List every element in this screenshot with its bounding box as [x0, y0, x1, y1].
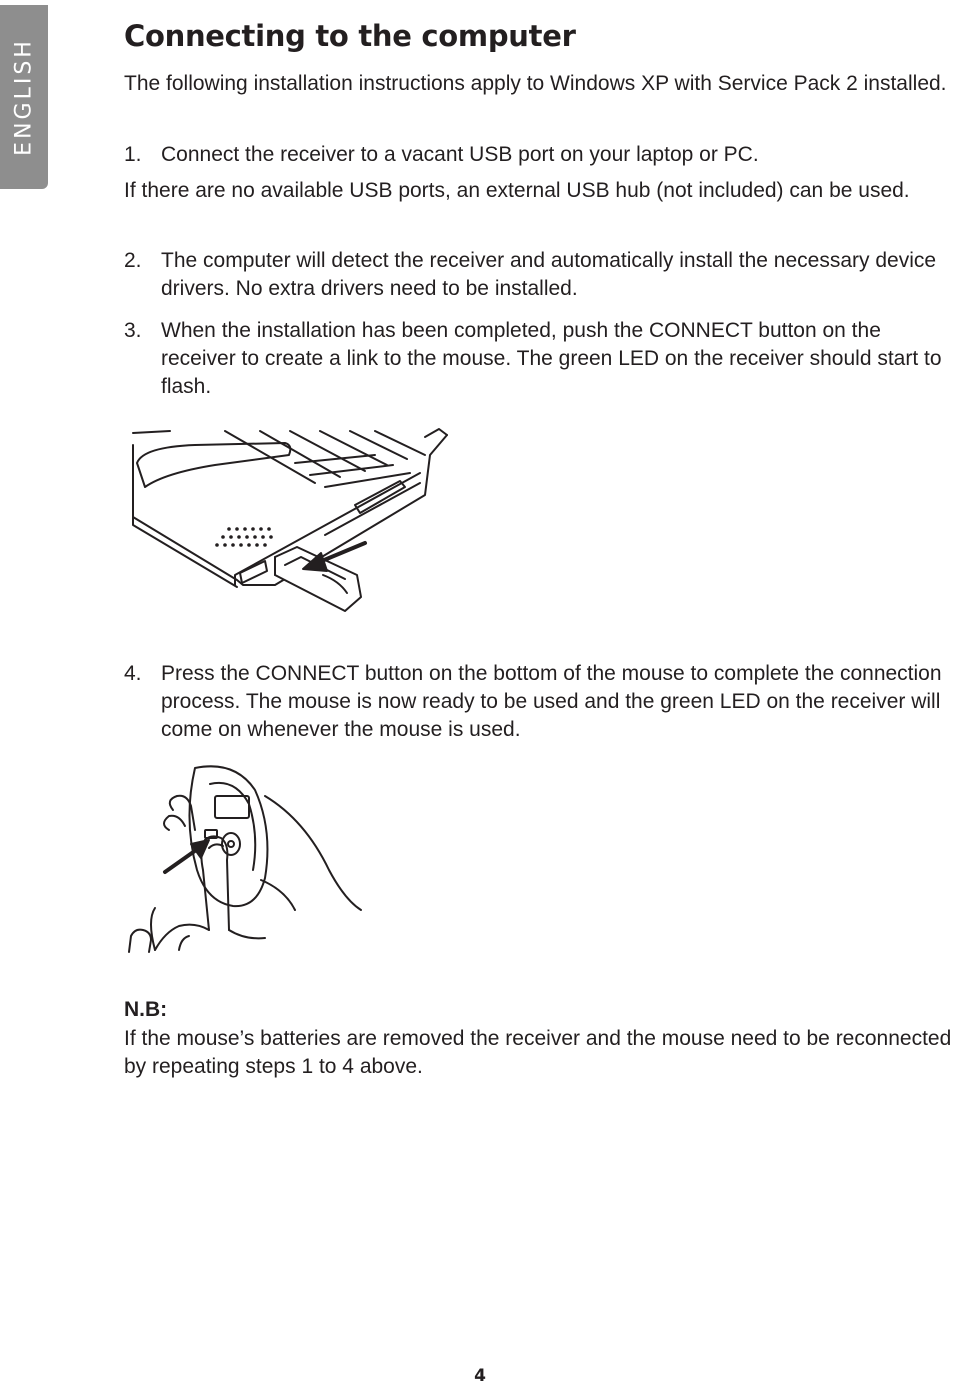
nb-text: If the mouse’s batteries are removed the receiver and the mouse need to be reconnected by repeating steps 1 to 4 above.: [124, 1027, 952, 1078]
step-number: 2.: [124, 249, 142, 272]
language-side-tab: [0, 5, 48, 189]
step-number: 3.: [124, 319, 142, 342]
step-number: 4.: [124, 662, 142, 685]
page-number: 4: [474, 1366, 486, 1386]
step-2: [124, 247, 960, 303]
step-text: The computer will detect the receiver and automatically install the necessary device drivers. No extra drivers need to be installed.: [161, 249, 937, 300]
page-title: Connecting to the computer: [124, 19, 576, 53]
step-text: When the installation has been completed, push the CONNECT button on the receiver to create a link to the mouse. The green LED on the receiver should start to flash.: [161, 319, 942, 398]
step-text: Press the CONNECT button on the bottom of the mouse to complete the connection process. The mouse is now ready to be used and the green LED on the receiver will come on whenever the mouse is used.: [161, 662, 942, 741]
intro-paragraph: The following installation instructions apply to Windows XP with Service Pack 2 installed.: [124, 72, 947, 95]
laptop-receiver-illustration: [125, 425, 465, 620]
step-1: [124, 141, 960, 169]
mouse-connect-illustration: [125, 760, 375, 960]
step-3: [124, 317, 960, 401]
step-4: [124, 660, 960, 744]
nb-title: N.B:: [124, 998, 168, 1021]
step-text: Connect the receiver to a vacant USB port on your laptop or PC.: [161, 143, 759, 166]
usb-hub-note: If there are no available USB ports, an external USB hub (not included) can be used.: [124, 179, 910, 202]
step-number: 1.: [124, 143, 142, 166]
language-label: ENGLISH: [11, 38, 37, 156]
